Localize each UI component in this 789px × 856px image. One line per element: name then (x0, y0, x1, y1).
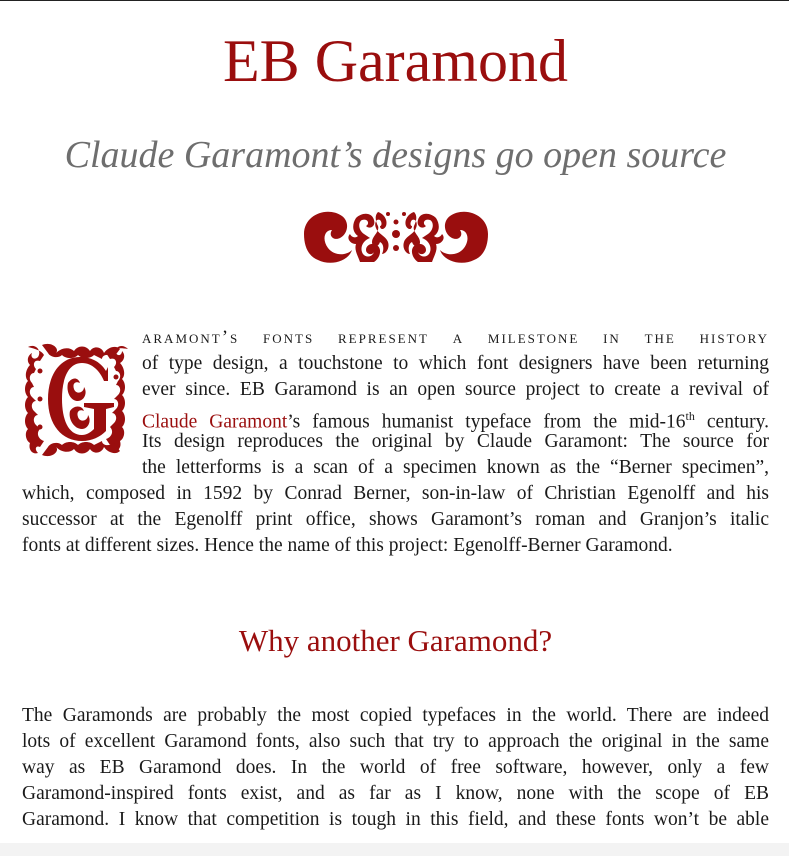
intro-line-6: the letterforms is a scan of a specimen known as the “Berner specimen”, (142, 457, 769, 478)
section-line-2: lots of excellent Garamond fonts, also such that try to approach the original in the same (22, 731, 769, 752)
intro-line-1: aramont’s fonts represent a milestone in the history (142, 327, 769, 348)
intro-line-8: successor at the Egenolff print office, shows Garamont’s roman and Granjon’s italic (22, 509, 769, 530)
section-heading: Why another Garamond? (238, 623, 553, 658)
intro-line-4 (22, 403, 769, 433)
section-line-3: way as EB Garamond does. In the world of free software, however, only a few (22, 757, 769, 778)
intro-line-5: Its design reproduces the original by Claude Garamont: The source for (142, 431, 769, 452)
intro-line-3: ever since. EB Garamond is an open source project to create a revival of (142, 379, 769, 400)
intro-line-4-end: century. (694, 411, 769, 433)
bottom-scroll-area (0, 843, 789, 856)
svg-text:G: G (22, 341, 23, 342)
intro-line-7: which, composed in 1592 by Conrad Berner, son-in-law of Christian Egenolff and his (22, 483, 769, 504)
intro-paragraph (22, 325, 769, 559)
intro-line-4-text: ’s famous humanist typeface from the mid-16 (287, 411, 686, 433)
superscript-th: th (685, 409, 695, 423)
section-paragraph (22, 703, 769, 833)
page-title: EB Garamond (223, 28, 568, 94)
intro-line-2: of type design, a touchstone to which font designers have been returning (142, 353, 769, 374)
floral-fleuron-icon (300, 204, 492, 266)
intro-line-9: fonts at different sizes. Hence the name of this project: Egenolff-Berner Garamond. (22, 535, 673, 556)
page-subtitle: Claude Garamont’s designs go open source (64, 134, 727, 176)
section-line-4: Garamond-inspired fonts exist, and as far as I know, none with the scope of EB (22, 783, 769, 804)
claude-garamont-link[interactable]: Claude Garamont (142, 411, 288, 433)
section-line-5: Garamond. I know that competition is tough in this field, and these fonts won’t be able (22, 809, 769, 830)
section-line-1: The Garamonds are probably the most copied typefaces in the world. There are indeed (22, 705, 769, 726)
